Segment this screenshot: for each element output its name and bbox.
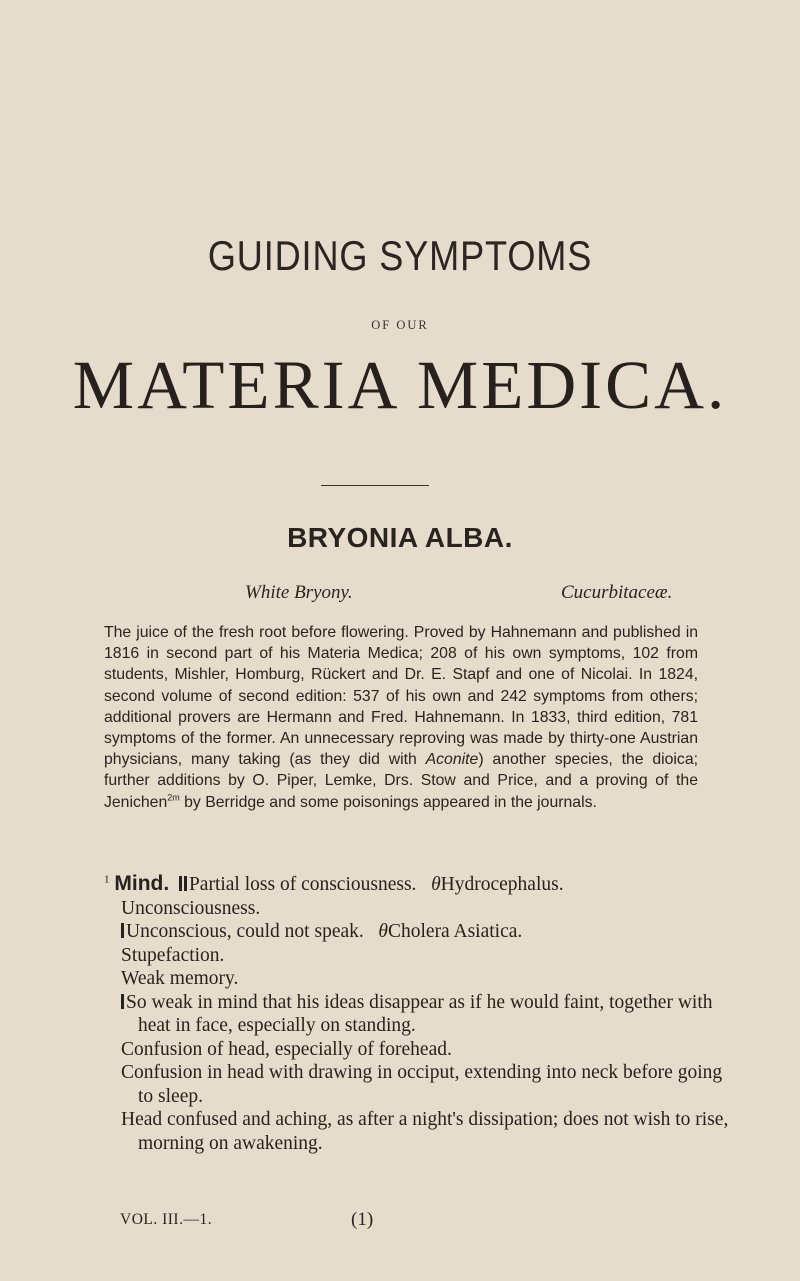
list-item (121, 991, 741, 1038)
section-heading: Mind. (114, 872, 170, 895)
symptom-text: Confusion of head, especially of forehead. (121, 1038, 452, 1060)
symptom-text: Stupefaction. (121, 944, 225, 966)
mind-section (104, 872, 729, 1155)
intro-aconite: Aconite (425, 751, 479, 769)
symptom-text: Weak memory. (121, 968, 239, 989)
book-title: GUIDING SYMPTOMS (207, 232, 593, 279)
book-title-connector: OF OUR (371, 318, 429, 332)
symptom-text: So weak in mind that his ideas disappear as if he would faint, together with heat in face, especially on standing. (126, 991, 713, 1036)
list-item (104, 1038, 724, 1062)
emphasis-bar-icon (121, 923, 124, 938)
symptom-text: Confusion in head with drawing in occiput, extending into neck before going to sleep. (121, 1062, 723, 1107)
intro-potency: 2m (167, 792, 180, 803)
remedy-common-name: White Bryony. (245, 582, 353, 603)
clinical-theta: θ (431, 874, 441, 895)
symptom-text: Partial loss of consciousness. (188, 874, 417, 895)
symptom-text: Unconsciousness. (121, 897, 261, 919)
emphasis-bar-icon (184, 876, 187, 891)
emphasis-bar-icon (179, 876, 182, 891)
intro-text-3: by Berridge and some poisonings appeared in the journals. (179, 793, 597, 811)
intro-text-2: ) another species, the dioica; further additions by O. Piper, Lemke, Drs. Stow and Price, and a proving of the Jenichen (104, 751, 699, 811)
emphasis-bar-icon (121, 994, 124, 1009)
signature-mark: VOL. III.—1. (120, 1211, 213, 1228)
remedy-family: Cucurbitaceæ. (561, 582, 673, 603)
symptom-text: Unconscious, could not speak. (126, 921, 364, 942)
list-item (104, 920, 724, 944)
list-item (104, 872, 724, 897)
clinical-theta: θ (378, 921, 388, 942)
list-item (104, 967, 724, 991)
page-number: (1) (351, 1209, 374, 1230)
symptom-clinical: Cholera Asiatica. (387, 921, 523, 942)
remedy-introduction (104, 622, 698, 813)
list-item (104, 897, 724, 921)
title-divider (321, 485, 429, 486)
section-number: 1 (104, 873, 110, 886)
list-item (121, 1108, 741, 1155)
remedy-title: BRYONIA ALBA. (287, 522, 513, 553)
book-title-subject: MATERIA MEDICA. (72, 347, 728, 423)
list-item (121, 1061, 741, 1108)
symptom-text: Head confused and aching, as after a night's dissipation; does not wish to rise, morning on awakening. (121, 1109, 729, 1154)
list-item (104, 944, 724, 968)
intro-text-1: The juice of the fresh root before flowering. Proved by Hahnemann and published in 1816 in second part of his Materia Medica; 208 of his own symptoms, 102 from students, Mishler, Homburg, Rückert and Dr. E. Stapf and one of Nicolai. In 1824, second volume of second edition: 537 of his own and 242 symptoms from others; additional provers are Hermann and Fred. Hahnemann. In 1833, third edition, 781 symptoms of the former. An unnecessary reproving was made by thirty-one Austrian physicians, many taking (as they did with (104, 624, 698, 769)
symptom-clinical: Hydrocephalus. (440, 874, 564, 895)
